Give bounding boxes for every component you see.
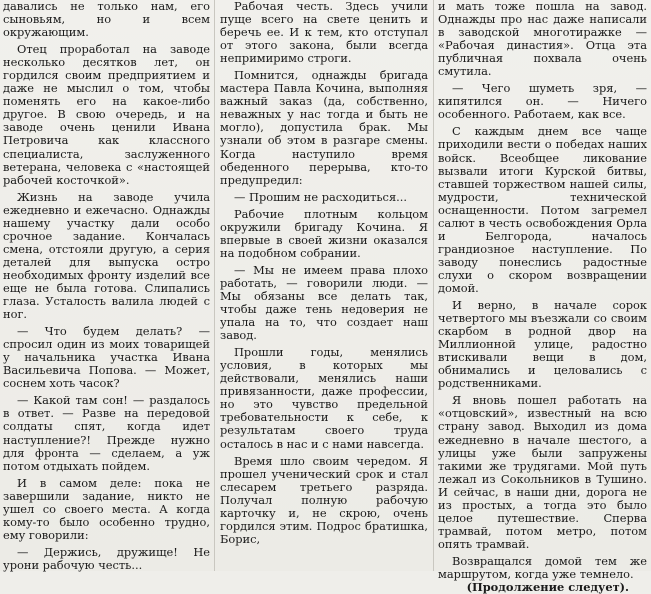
paragraph: — Держись, дружище! Не урони рабочую честь... xyxy=(3,544,210,572)
paragraph: Я вновь пошел работать на «отцовский», известный на всю страну завод. Выходил из дома ежедневно в начале шестого, а улицы уже были запружены такими же трудягами. Мой путь лежал из Сокольников в Тушино. И сейчас, в наши дни, дорога не из простых, а тогда это было целое путешествие. Сперва трамвай, потом метро, потом опять трамвай. xyxy=(438,393,647,551)
paragraph: Время шло своим чередом. Я прошел ученический срок и стал слесарем третьего разряда. Получал полную рабочую карточку и, не скрою, очень гордился этим. Подрос братишка, Борис, xyxy=(220,453,428,546)
paragraph: Возвращался домой тем же маршрутом, когда уже темнело. xyxy=(438,553,647,581)
paragraph: Прошли годы, менялись условия, в которых мы действовали, менялись наши привязанности, даже профессии, но это чувство предельной требовательности к себе, к результатам своего труда осталось в нас и с нами навсегда. xyxy=(220,345,428,451)
paragraph: И в самом деле: пока не завершили задание, никто не ушел со своего места. А когда кому-то было особенно трудно, ему говорили: xyxy=(3,475,210,542)
paragraph: Жизнь на заводе учила ежедневно и ежечасно. Однажды нашему участку дали особо срочное задание. Кончалась смена, отстояли другую, а серия деталей для выпуска остро необходимых фронту изделий все еще не была готова. Слипались глаза. Усталость валила людей с ног. xyxy=(3,189,210,322)
paragraph: — Чего шуметь зря, — кипятился он. — Ничего особенного. Работаем, как все. xyxy=(438,81,647,122)
paragraph: — Мы не имеем права плохо работать, — говорили люди. — Мы обязаны все делать так, чтобы даже тень недоверия не упала на то, что создает наш завод. xyxy=(220,262,428,343)
text-column-1 xyxy=(3,0,210,571)
paragraph: — Что будем делать? — спросил один из моих товарищей у начальника участка Ивана Васильевича Попова. — Может, соснем хоть часок? xyxy=(3,324,210,391)
continuation-note: (Продолжение следует). xyxy=(466,580,629,594)
column-divider xyxy=(214,0,215,571)
paragraph: давались не только нам, его сыновьям, но и всем окружающим. xyxy=(3,0,210,40)
paragraph: — Какой там сон! — раздалось в ответ. — Разве на передовой солдаты спят, когда идет наступление?! Прежде нужно для фронта — сделаем, а уж потом отдыхать пойдем. xyxy=(3,393,210,473)
paragraph: — Прошим не расходиться... xyxy=(234,189,407,204)
column-divider xyxy=(433,0,434,571)
paragraph: Помнится, однажды бригада мастера Павла Кочина, выполняя важный заказ (да, собственно, неважных у нас тогда и быть не могло), допустила брак. Мы узнали об этом в разгаре смены. Когда наступило время обеденного перерыва, кто-то предупредил: xyxy=(220,68,428,187)
text-column-3 xyxy=(438,0,647,594)
text-column-2 xyxy=(220,0,428,571)
paragraph: И верно, в начале сорок четвертого мы въезжали со своим скарбом в родной двор на Миллионной улице, радостно втискивали вещи в дом, обнимались и целовались с родственниками. xyxy=(438,298,647,391)
paragraph: Отец проработал на заводе несколько десятков лет, он гордился своим предприятием и даже не мыслил о том, чтобы поменять его на какое-либо другое. В свою очередь, и на заводе очень ценили Ивана Петровича как классного специалиста, заслуженного ветерана, человека с «настоящей рабочей косточкой». xyxy=(3,42,210,187)
paragraph: и мать тоже пошла на завод. Однажды про нас даже написали в заводской многотиражке — «Рабочая династия». Отца эта публичная похвала очень смутила. xyxy=(438,0,647,79)
paragraph: Рабочая честь. Здесь учили пуще всего на свете ценить и беречь ее. И к тем, кто отступал от этого закона, были всегда непримиримо строги. xyxy=(220,0,428,66)
paragraph: С каждым днем все чаще приходили вести о победах наших войск. Всеобщее ликование вызвали итоги Курской битвы, ставшей торжеством нашей силы, мудрости, технической оснащенности. Потом загремел салют в честь освобождения Орла и Белгорода, началось грандиозное наступление. По заводу понеслись радостные слухи о скором возвращении домой. xyxy=(438,124,647,295)
paragraph: Рабочие плотным кольцом окружили бригаду Кочина. Я впервые в своей жизни оказался на подобном собрании. xyxy=(220,206,428,260)
